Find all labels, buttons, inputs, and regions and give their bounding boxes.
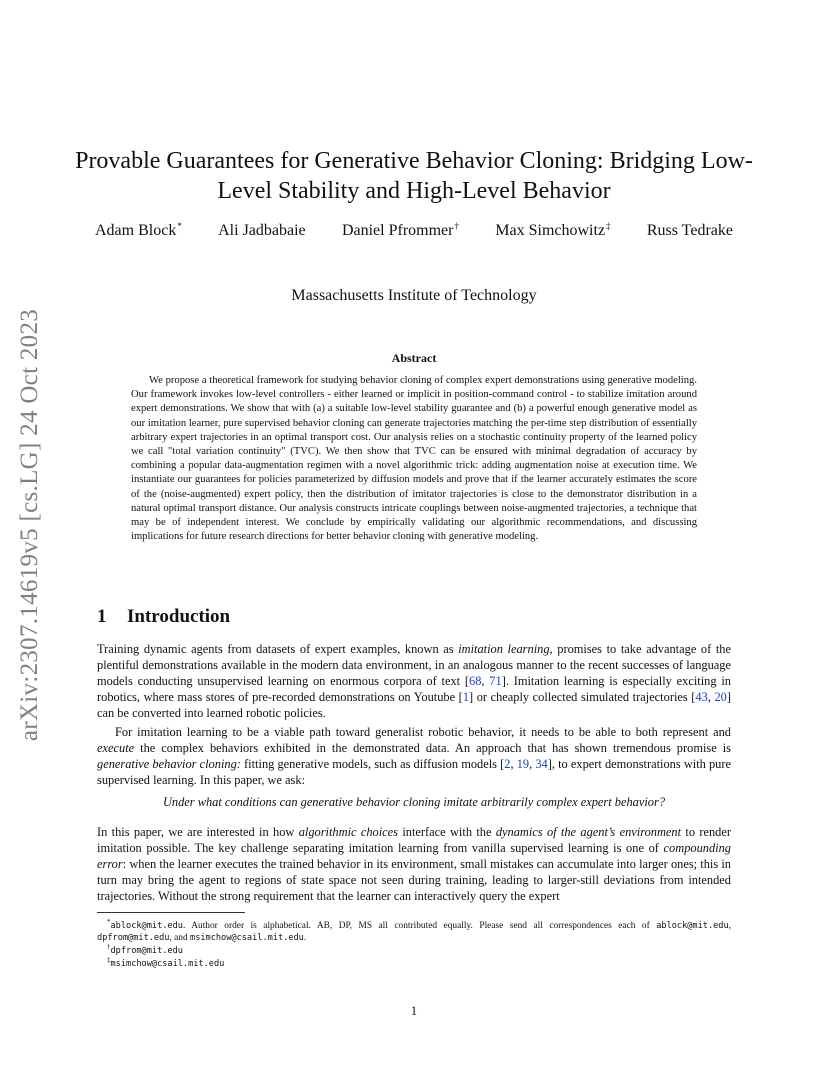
author-list [95, 222, 733, 240]
citation-link[interactable]: 71 [489, 674, 502, 688]
citation-link[interactable]: 43 [695, 690, 708, 704]
citation-link[interactable]: 34 [535, 757, 548, 771]
footnote-divider [97, 912, 245, 913]
author: Max Simchowitz‡ [495, 220, 611, 239]
paragraph-3: In this paper, we are interested in how algorithmic choices interface with the dynamics of the agent’s environment to render imitation possible. The key challenge separating imitation learning from vanilla supervised learning is one of compounding error: when the learner executes the trained behavior in its environment, small mistakes can accumulate into larger ones; this in turn may bring the agent to regions of state space not seen during training, leading to larger-still deviations from intended trajectories. Without the strong requirement that the learner can interactively query the expert [97, 825, 731, 903]
arxiv-stamp: arXiv:2307.14619v5 [cs.LG] 24 Oct 2023 [16, 308, 43, 742]
abstract-heading: Abstract [391, 351, 437, 365]
citation-link[interactable]: 20 [714, 690, 727, 704]
author: Daniel Pfrommer† [341, 220, 459, 239]
author: Adam Block* [95, 220, 182, 239]
footnote-3: ‡msimchow@csail.mit.edu [107, 956, 225, 970]
paragraph-2: For imitation learning to be a viable path toward generalist robotic behavior, it needs to be able to both represent and execute the complex behaviors exhibited in the demonstrated data. An approach that has shown tremendous promise is generative behavior cloning: fitting generative models, such as diffusion models [2, 19, 34], to expert demonstrations with pure supervised learning. In this paper, we ask: [97, 725, 731, 787]
page-number: 1 [410, 1004, 418, 1018]
author: Ali Jadbabaie [218, 222, 306, 239]
citation-link[interactable]: 68 [469, 674, 482, 688]
citation-link[interactable]: 19 [516, 757, 530, 771]
footnote-2: †dpfrom@mit.edu [107, 943, 183, 957]
author: Russ Tedrake [646, 222, 733, 239]
footnote-1: *ablock@mit.edu. Author order is alphabetical. AB, DP, MS all contributed equally. Please send all correspondences each of ablock@mit.edu, dpfrom@mit.edu, and msimchow@csail.mit.edu. [97, 918, 731, 944]
citation-link[interactable]: 2 [504, 757, 511, 771]
research-question: Under what conditions can generative behavior cloning imitate arbitrarily complex expert behavior? [162, 795, 666, 809]
affiliation: Massachusetts Institute of Technology [291, 287, 537, 304]
section-heading [97, 606, 230, 628]
section-number: 1 [97, 606, 107, 627]
paragraph-1: Training dynamic agents from datasets of expert examples, known as imitation learning, promises to take advantage of the plentiful demonstrations available in the modern data environment, in an analogous manner to the recent successes of language models conducting unsupervised learning on enormous corpora of text [68, 71]. Imitation learning is especially exciting in robotics, where mass stores of pre-recorded demonstrations on Youtube [1] or cheaply collected simulated trajectories [43, 20] can be converted into learned robotic policies. [97, 642, 731, 720]
section-title: Introduction [127, 606, 231, 627]
abstract-text: We propose a theoretical framework for studying behavior cloning of complex expert demonstrations using generative modeling. Our framework invokes low-level controllers - either learned or implicit in position-command control - to stabilize imitation around expert demonstrations. We show that with (a) a suitable low-level stability guarantee and (b) a powerful enough generative model as our imitation learner, pure supervised behavior cloning can generate trajectories matching the per-time step distribution of essentially arbitrary expert trajectories in an optimal transport cost. Our analysis relies on a stochastic continuity property of the learned policy we call "total variation continuity" (TVC). We then show that TVC can be ensured with minimal degradation of accuracy by combining a popular data-augmentation regimen with a novel algorithmic trick: adding augmentation noise at execution time. We instantiate our guarantees for policies parameterized by diffusion models and prove that if the learner accurately estimates the score of the (noise-augmented) expert policy, then the distribution of imitator trajectories is close to the demonstrator distribution in a natural optimal transport distance. Our analysis constructs intricate couplings between noise-augmented trajectories, a technique that may be of independent interest. We conclude by empirically validating our algorithmic recommendations, and discussing implications for future research directions for better behavior cloning with generative modeling. [131, 375, 697, 543]
paper-title: Provable Guarantees for Generative Behavior Cloning: Bridging Low-Level Stability and High-Level Behavior [75, 148, 753, 204]
citation-link[interactable]: 1 [462, 690, 470, 704]
